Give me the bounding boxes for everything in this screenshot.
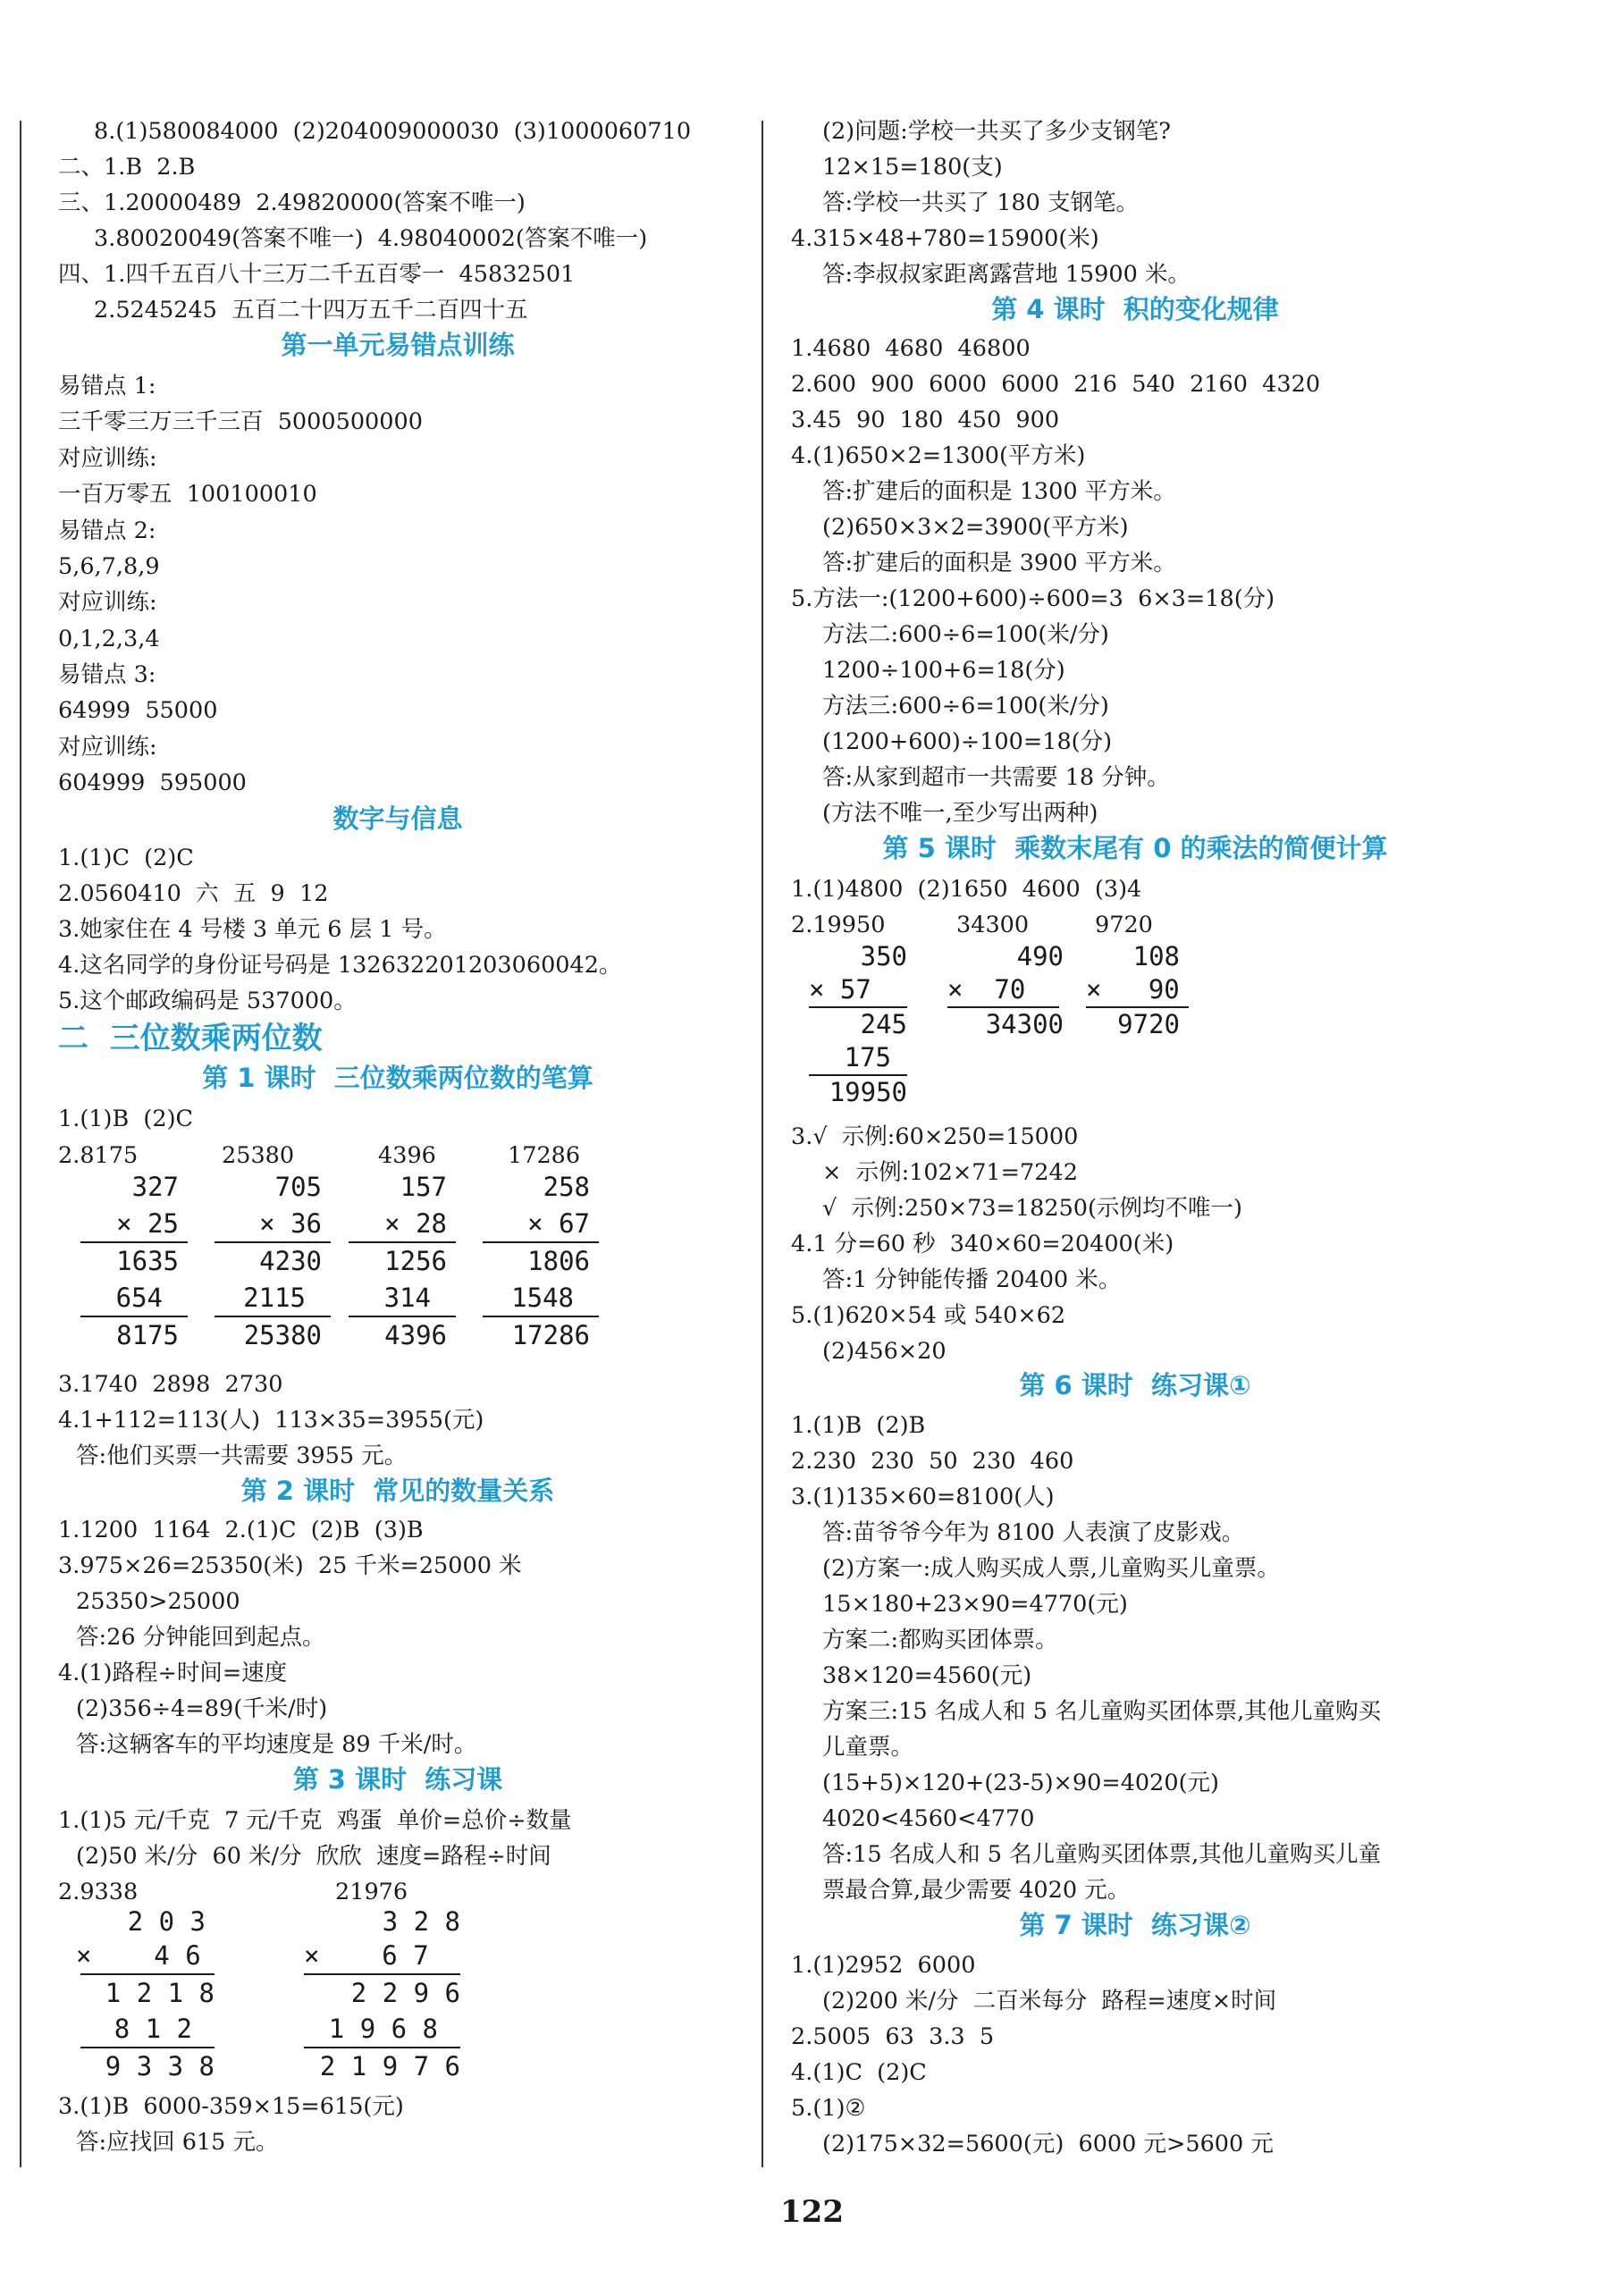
calc-row: 490 [1016, 941, 1064, 971]
answer-line: 3.80020049(答案不唯一) 4.98040002(答案不唯一) [94, 225, 648, 252]
answer-line: 方法二:600÷6=100(米/分) [822, 621, 1109, 648]
calc-row: 34300 [985, 1009, 1064, 1039]
answer-line: (方法不唯一,至少写出两种) [822, 800, 1098, 827]
calc-row: 1548 [511, 1282, 574, 1313]
section-heading: 第 6 课时 练习课① [1019, 1370, 1251, 1400]
answer-line: 三千零三万三千三百 5000500000 [58, 408, 423, 435]
answer-line: 1.(1)C (2)C [58, 845, 194, 871]
answer-line: 8.(1)580084000 (2)204009000030 (3)1000060710 [94, 118, 692, 145]
answer-line: 答:李叔叔家距离露营地 15900 米。 [822, 261, 1191, 288]
vertical-calculation [483, 1171, 599, 1358]
answer-line: 1200÷100+6=18(分) [822, 657, 1065, 684]
answer-line: (2)200 米/分 二百米每分 路程=速度×时间 [822, 1988, 1277, 2014]
section-heading: 第 7 课时 练习课② [1019, 1910, 1251, 1940]
unit-title: 二 三位数乘两位数 [58, 1021, 323, 1056]
calc-line [80, 1241, 188, 1243]
answer-line: 5.方法一:(1200+600)÷600=3 6×3=18(分) [791, 585, 1275, 612]
calc-row: 1 9 6 8 [328, 2014, 438, 2044]
answer-value: 17286 [508, 1142, 581, 1169]
calc-row: 705 [274, 1172, 322, 1202]
calc-row: 1635 [116, 1246, 179, 1276]
answer-line: (2)356÷4=89(千米/时) [76, 1695, 328, 1722]
column-divider [762, 121, 763, 2167]
section-heading: 第 2 课时 常见的数量关系 [240, 1476, 555, 1506]
calc-line [80, 2047, 215, 2048]
calc-line [80, 1316, 188, 1317]
vertical-calculation [215, 1171, 331, 1358]
answer-line: 3.(1)135×60=8100(人) [791, 1484, 1055, 1510]
calc-row: 9720 [1117, 1009, 1180, 1039]
answer-line: (1200+600)÷100=18(分) [822, 728, 1113, 755]
calc-row: 19950 [829, 1077, 907, 1107]
answer-line: 1.(1)5 元/千克 7 元/千克 鸡蛋 单价=总价÷数量 [58, 1807, 572, 1834]
answer-line: 3.(1)B 6000-359×15=615(元) [58, 2093, 404, 2120]
answer-line: 票最合算,最少需要 4020 元。 [822, 1877, 1131, 1904]
answer-line: 4.315×48+780=15900(米) [791, 225, 1099, 252]
answer-line: 答:15 名成人和 5 名儿童购买团体票,其他儿童购买儿童 [822, 1841, 1382, 1868]
answer-line: 易错点 2: [58, 517, 156, 544]
answer-line: 1.(1)4800 (2)1650 4600 (3)4 [791, 876, 1142, 903]
calc-row: 1256 [384, 1246, 447, 1276]
answer-line: 1.(1)B (2)C [58, 1106, 194, 1132]
calc-row: 2 0 3 [127, 1906, 206, 1937]
answer-line: 4.这名同学的身份证号码是 132632201203060042。 [58, 952, 622, 979]
answer-line: 1.(1)B (2)B [791, 1412, 926, 1439]
answer-line: 2.5005 63 3.3 5 [791, 2023, 995, 2050]
left-margin-rule [20, 121, 21, 2167]
answer-line: 三、1.20000489 2.49820000(答案不唯一) [58, 189, 526, 216]
answer-line: (2)650×3×2=3900(平方米) [822, 514, 1129, 541]
answer-line: 38×120=4560(元) [822, 1662, 1032, 1689]
answer-line: 易错点 3: [58, 661, 156, 688]
answer-line: 对应训练: [58, 734, 157, 761]
calc-row: × 67 [527, 1208, 590, 1239]
calc-row: 314 [383, 1282, 431, 1313]
answer-line: 4.(1)路程÷时间=速度 [58, 1660, 288, 1686]
calc-row: 654 [115, 1282, 163, 1313]
calc-line [80, 1973, 215, 1975]
calc-line [215, 1316, 331, 1317]
answer-line: 答:学校一共买了 180 支钢笔。 [822, 189, 1139, 216]
answer-line: 4.(1)C (2)C [791, 2059, 927, 2086]
answer-line: 2.600 900 6000 6000 216 540 2160 4320 [791, 371, 1321, 398]
answer-line: 4.(1)650×2=1300(平方米) [791, 442, 1086, 469]
calc-row: 350 [860, 941, 907, 971]
answer-line: 5.这个邮政编码是 537000。 [58, 988, 357, 1014]
section-heading: 第一单元易错点训练 [281, 330, 515, 360]
answer-line: × 示例:102×71=7242 [822, 1159, 1078, 1186]
vertical-calculation [349, 1171, 456, 1358]
vertical-calculation [809, 940, 943, 1119]
answer-line: (2)456×20 [822, 1338, 947, 1365]
answer-line: 604999 595000 [58, 769, 247, 796]
answer-line: 儿童票。 [822, 1734, 914, 1761]
answer-line: (2)175×32=5600(元) 6000 元>5600 元 [822, 2131, 1274, 2157]
vertical-calculation [76, 1905, 232, 2093]
answer-line: 答:扩建后的面积是 1300 平方米。 [822, 478, 1176, 505]
page-number: 122 [780, 2194, 844, 2230]
answer-line: 4.1+112=113(人) 113×35=3955(元) [58, 1407, 484, 1434]
answer-line: (2)方案一:成人购买成人票,儿童购买儿童票。 [822, 1555, 1280, 1582]
answer-line: (2)问题:学校一共买了多少支钢笔? [822, 118, 1171, 145]
answer-value: 34300 [956, 912, 1030, 938]
calc-line [349, 1316, 456, 1317]
answer-line: 方案三:15 名成人和 5 名儿童购买团体票,其他儿童购买 [822, 1698, 1382, 1725]
answer-line: 二、1.B 2.B [58, 154, 196, 181]
calc-line [483, 1316, 599, 1317]
calc-row: × 57 [809, 974, 871, 1005]
answer-line: (15+5)×120+(23-5)×90=4020(元) [822, 1770, 1219, 1796]
calc-row: 1 2 1 8 [105, 1978, 215, 2008]
calc-row: × 28 [384, 1208, 447, 1239]
calc-row: 17286 [511, 1320, 590, 1350]
answer-value: 9720 [1095, 912, 1153, 938]
calc-row: × 70 [947, 974, 1026, 1005]
calc-row: 9 3 3 8 [105, 2051, 215, 2081]
answer-line: 1.(1)2952 6000 [791, 1952, 976, 1979]
answer-line: 3.她家住在 4 号楼 3 单元 6 层 1 号。 [58, 916, 447, 943]
calc-row: 8 1 2 [114, 2014, 192, 2044]
answer-line: 四、1.四千五百八十三万二千五百零一 45832501 [58, 261, 576, 288]
section-heading: 第 4 课时 积的变化规律 [991, 294, 1279, 324]
section-heading: 数字与信息 [332, 803, 463, 834]
answer-line: 2.230 230 50 230 460 [791, 1448, 1074, 1475]
answer-line: 答:1 分钟能传播 20400 米。 [822, 1266, 1122, 1293]
answer-line: 答:苗爷爷今年为 8100 人表演了皮影戏。 [822, 1519, 1245, 1546]
answer-line: 25350>25000 [76, 1588, 240, 1615]
answer-line: 2.0560410 六 五 9 12 [58, 880, 329, 907]
answer-value: 21976 [335, 1879, 408, 1905]
answer-line: 2.9338 [58, 1879, 139, 1905]
answer-line: 0,1,2,3,4 [58, 626, 160, 652]
answer-line: 对应训练: [58, 445, 157, 472]
answer-line: 3.975×26=25350(米) 25 千米=25000 米 [58, 1552, 522, 1579]
answer-value: 4396 [378, 1142, 436, 1169]
calc-row: × 25 [116, 1208, 179, 1239]
answer-line: 2.19950 [791, 912, 886, 938]
answer-line: 方案二:都购买团体票。 [822, 1627, 1058, 1653]
calc-row: 8175 [116, 1320, 179, 1350]
section-heading: 第 3 课时 练习课 [292, 1764, 503, 1795]
calc-line [215, 1241, 331, 1243]
answer-line: 2.8175 [58, 1142, 139, 1169]
answer-line: 4.1 分=60 秒 340×60=20400(米) [791, 1231, 1174, 1257]
vertical-calculation [1086, 940, 1220, 1047]
calc-row: × 36 [259, 1208, 322, 1239]
answer-line: 答:应找回 615 元。 [76, 2129, 279, 2156]
answer-line: 易错点 1: [58, 373, 156, 399]
calc-row: 4396 [384, 1320, 447, 1350]
vertical-calculation [947, 940, 1081, 1047]
answer-line: 5,6,7,8,9 [58, 553, 160, 580]
calc-row: 2115 [243, 1282, 306, 1313]
calc-row: 3 2 8 [382, 1906, 460, 1937]
answer-line: 答:从家到超市一共需要 18 分钟。 [822, 764, 1170, 791]
calc-row: × 90 [1086, 974, 1180, 1005]
answer-line: 方法三:600÷6=100(米/分) [822, 693, 1109, 719]
vertical-calculation [80, 1171, 188, 1358]
answer-line: 3.√ 示例:60×250=15000 [791, 1123, 1079, 1150]
answer-line: (2)50 米/分 60 米/分 欣欣 速度=路程÷时间 [76, 1843, 551, 1870]
calc-row: 2 2 9 6 [350, 1978, 460, 2008]
calc-row: 157 [400, 1172, 447, 1202]
answer-line: 3.45 90 180 450 900 [791, 407, 1060, 433]
calc-row: 4230 [259, 1246, 322, 1276]
calc-line [304, 2047, 460, 2048]
answer-line: 2.5245245 五百二十四万五千二百四十五 [94, 297, 528, 324]
answer-line: 15×180+23×90=4770(元) [822, 1591, 1128, 1618]
calc-row: × 4 6 [76, 1940, 201, 1971]
calc-row: 258 [543, 1172, 590, 1202]
calc-line [483, 1241, 599, 1243]
calc-row: 108 [1132, 941, 1180, 971]
answer-line: 3.1740 2898 2730 [58, 1371, 283, 1398]
vertical-calculation [304, 1905, 478, 2093]
answer-line: 1.4680 4680 46800 [791, 335, 1031, 362]
answer-line: 5.(1)620×54 或 540×62 [791, 1302, 1066, 1329]
calc-row: 245 [860, 1009, 907, 1039]
calc-line [349, 1241, 456, 1243]
answer-line: 64999 55000 [58, 697, 218, 724]
calc-row: 175 [844, 1042, 891, 1072]
answer-line: 4020<4560<4770 [822, 1805, 1035, 1832]
answer-line: 对应训练: [58, 589, 157, 616]
answer-line: 答:扩建后的面积是 3900 平方米。 [822, 550, 1176, 576]
answer-line: 答:他们买票一共需要 3955 元。 [76, 1442, 408, 1469]
section-heading: 第 5 课时 乘数末尾有 0 的乘法的简便计算 [882, 833, 1388, 863]
answer-line: 答:这辆客车的平均速度是 89 千米/时。 [76, 1731, 477, 1758]
calc-row: 1806 [527, 1246, 590, 1276]
calc-line [304, 1973, 460, 1975]
answer-line: 1.1200 1164 2.(1)C (2)B (3)B [58, 1517, 424, 1543]
answer-line: 答:26 分钟能回到起点。 [76, 1624, 325, 1651]
calc-row: 327 [131, 1172, 179, 1202]
section-heading: 第 1 课时 三位数乘两位数的笔算 [202, 1063, 593, 1093]
answer-line: √ 示例:250×73=18250(示例均不唯一) [822, 1195, 1242, 1222]
answer-value: 25380 [222, 1142, 295, 1169]
answer-line: 一百万零五 100100010 [58, 481, 317, 508]
answer-line: 5.(1)② [791, 2095, 866, 2122]
calc-row: × 6 7 [304, 1940, 429, 1971]
calc-row: 25380 [243, 1320, 322, 1350]
calc-row: 2 1 9 7 6 [319, 2051, 460, 2081]
answer-line: 12×15=180(支) [822, 154, 1003, 181]
